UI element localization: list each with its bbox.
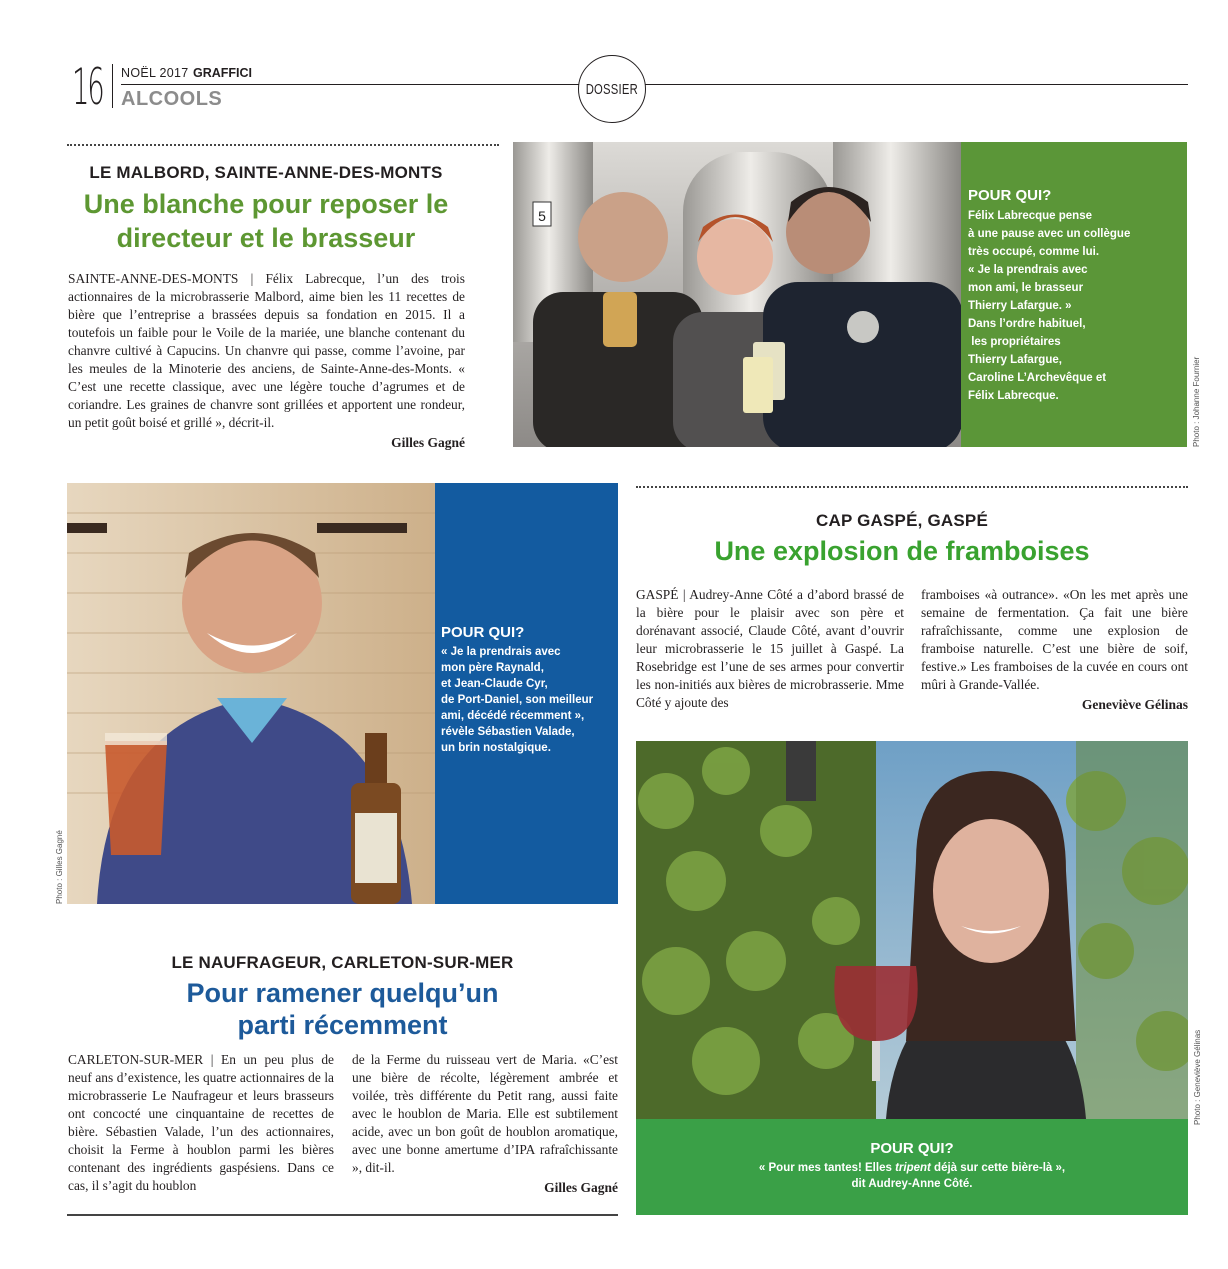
cap-gaspe-photo <box>636 741 1188 1119</box>
caption-box <box>961 142 1187 447</box>
brewery-photo <box>513 142 961 447</box>
dossier-badge: DOSSIER <box>578 55 646 123</box>
caption-box <box>636 1119 1188 1215</box>
article-title: Une explosion de framboises <box>714 536 1090 566</box>
section-rule <box>636 486 1188 488</box>
article-title: Une blanche pour reposer le directeur et le brasseur <box>83 189 449 253</box>
section-title: ALCOOLS <box>121 88 223 110</box>
caption-heading: POUR QUI? <box>870 1140 954 1157</box>
caption-text: « Je la prendrais avec mon père Raynald, et Jean-Claude Cyr, de Port-Daniel, son meilleur ami, décédé récemment », révèle Sébastien Valade, un brin nostalgique. <box>441 646 594 754</box>
article-byline: Geneviève Gélinas <box>1081 697 1188 712</box>
article-body-col1: CARLETON-SUR-MER | En un peu plus de neuf ans d’existence, les quatre actionnaires de la microbrasserie Le Naufrageur et leurs brasseurs ont concocté une cinquantaine de recettes de bière. Sébastien Valade, l’un des actionnaires, choisit la Ferme à houblon parmi les bières contenant des ingrédients gaspésiens. Dans ce cas, il s’agit du houblon <box>68 1052 334 1193</box>
section-rule <box>67 1214 618 1216</box>
article-body-col2: de la Ferme du ruisseau vert de Maria. «C’est une bière de récolte, légèrement ambrée et voilée, très différente du Petit rang, aussi faite avec le houblon de Maria. Elle est subtilement acide, avec un bon goût de houblon aromatique, avec une bonne amertume d’IPA rafraîchissante », dit-il. <box>352 1052 618 1175</box>
photo-credit: Photo : Johanne Fournier <box>1192 356 1201 447</box>
photo-credit: Photo : Geneviève Gélinas <box>1193 1029 1202 1125</box>
article-title: Pour ramener quelqu’un parti récemment <box>186 978 499 1040</box>
article-kicker: LE MALBORD, SAINTE-ANNE-DES-MONTS <box>89 163 443 182</box>
caption-text: « Pour mes tantes! Elles tripent déjà sur cette bière-là », dit Audrey-Anne Côté. <box>758 1162 1066 1190</box>
article-byline: Gilles Gagné <box>544 1180 618 1195</box>
issue-label: NOËL 2017 <box>121 66 189 80</box>
header-divider <box>112 64 113 108</box>
caption-heading: POUR QUI? <box>441 624 525 641</box>
article-kicker: CAP GASPÉ, GASPÉ <box>816 511 988 530</box>
svg-text:5: 5 <box>538 208 546 224</box>
caption-heading: POUR QUI? <box>968 187 1052 204</box>
page-number: 16 <box>72 58 103 116</box>
photo-credit: Photo : Gilles Gagné <box>55 830 64 904</box>
article-kicker: LE NAUFRAGEUR, CARLETON-SUR-MER <box>171 953 514 972</box>
article-body-col1: GASPÉ | Audrey-Anne Côté a d’abord brassé de la bière pour le plaisir avec son père et dorénavant associé, Claude Côté, avant d’ouvrir leur microbrasserie le 15 juillet à Gaspé. La Rosebridge est l’une de ses armes pour convertir les non-initiés aux bières de microbrasserie. Mme Côté y ajoute des <box>636 587 904 710</box>
article-body: SAINTE-ANNE-DES-MONTS | Félix Labrecque, l’un des trois actionnaires de la microbrasserie Malbord, aime bien les 11 recettes de bière que l’entreprise a brassées depuis sa fondation en 2015. Il a toutefois un faible pour le Voile de la mariée, une blanche contenant du chanvre cultivé à Capucins. Un chanvre qui passe, comme l’avoine, par les meules de la Minoterie des anciens, de Sainte-Anne-des-Monts. « C’est une recette classique, avec une légère touche d’agrumes et de coriandre. Les graines de chanvre sont grillées et apportent une rondeur, un petit goût boisé et grillé », décrit-il. <box>68 271 465 430</box>
publication-name: GRAFFICI <box>193 66 253 80</box>
article-body-col2: framboises «à outrance». «On les met après une semaine de fermentation. Ça fait une bière rafraîchissante, comme une explosion de framboise naturelle. C’est une bière de soif, festive.» Les framboises de la cuvée en cours ont mûri à Grande-Vallée. <box>921 587 1188 692</box>
caption-box <box>435 483 618 904</box>
caption-text: Félix Labrecque pense à une pause avec un collègue très occupé, comme lui. « Je la prendrais avec mon ami, le brasseur Thierry Lafargue. » Dans l’ordre habituel, les propriétaires Thierry Lafargue, Caroline L’Archevêque et Félix Labrecque. <box>968 210 1131 402</box>
article-byline: Gilles Gagné <box>391 435 465 450</box>
section-rule <box>67 144 499 146</box>
naufrageur-photo <box>67 483 435 904</box>
header-rule <box>121 84 1188 85</box>
